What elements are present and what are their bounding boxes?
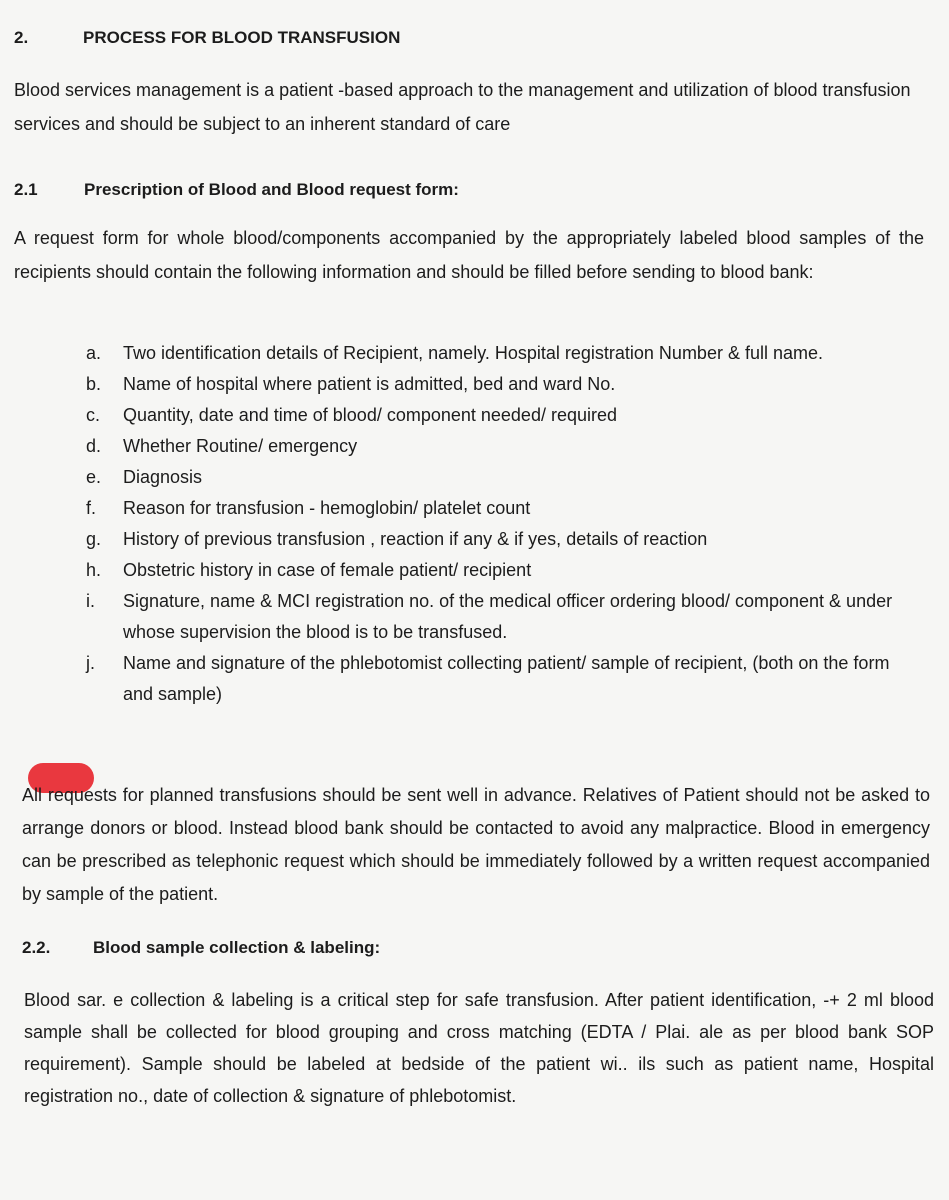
list-item-text: Reason for transfusion - hemoglobin/ platelet count [123,498,531,518]
list-item-text: Quantity, date and time of blood/ component needed/ required [123,405,617,425]
section-number: 2.1 [14,180,38,199]
list-item-text: Diagnosis [123,467,203,487]
list-item [86,524,916,555]
list-item [86,586,916,648]
list-marker: i. [86,591,95,611]
section-2-heading [14,28,400,48]
list-marker: f. [86,498,97,518]
list-item [86,400,916,431]
section-title: Blood sample collection & labeling: [93,938,381,957]
section-2-2-heading [22,938,380,958]
section-number: 2. [14,28,29,47]
list-marker: d. [86,436,102,456]
request-form-requirements-list [86,338,916,710]
section-title: Prescription of Blood and Blood request form: [84,180,459,199]
list-item-text: Signature, name & MCI registration no. of the medical officer ordering blood/ component & under whose supervision the blood is to be transfused. [123,591,893,642]
section-number: 2.2. [22,938,51,957]
list-item-text: History of previous transfusion , reaction if any & if yes, details of reaction [123,529,708,549]
list-item [86,462,916,493]
list-item-text: Name and signature of the phlebotomist collecting patient/ sample of recipient, (both on the form and sample) [123,653,890,704]
section-2-1-heading [14,180,459,200]
list-item-text: Two identification details of Recipient, namely. Hospital registration Number & full name. [123,343,823,363]
section-2-1-closing: All requests for planned transfusions should be sent well in advance. Relatives of Patient should not be asked to arrange donors or blood. Instead blood bank should be contacted to avoid any malpractice. Blood in emergency can be prescribed as telephonic request which should be immediately followed by a written request accompanied by sample of the patient. [22,785,930,904]
list-item-text: Name of hospital where patient is admitted, bed and ward No. [123,374,616,394]
list-item [86,431,916,462]
list-marker: g. [86,529,102,549]
list-item-text: Whether Routine/ emergency [123,436,358,456]
list-item-text: Obstetric history in case of female patient/ recipient [123,560,532,580]
list-marker: e. [86,467,102,487]
list-marker: b. [86,374,102,394]
section-2-2-body: Blood sar. e collection & labeling is a critical step for safe transfusion. After patient identification, -+ 2 ml blood sample shall be collected for blood grouping and cross matching (EDTA / Plai. ale as per blood bank SOP requirement). Sample should be labeled at bedside of the patient wi.. ils such as patient name, Hospital registration no., date of collection & signature of phlebotomist. [24,990,934,1106]
list-item [86,338,916,369]
list-marker: c. [86,405,101,425]
list-item [86,555,916,586]
section-2-intro: Blood services management is a patient -based approach to the management and utilization of blood transfusion services and should be subject to an inherent standard of care [14,80,911,134]
list-item [86,369,916,400]
list-marker: a. [86,343,102,363]
section-title: PROCESS FOR BLOOD TRANSFUSION [83,28,401,47]
list-item [86,648,916,710]
list-item [86,493,916,524]
list-marker: h. [86,560,102,580]
section-2-1-intro: A request form for whole blood/components accompanied by the appropriately labeled blood samples of the recipients should contain the following information and should be filled before sending to blood bank: [14,228,924,282]
list-marker: j. [86,653,95,673]
